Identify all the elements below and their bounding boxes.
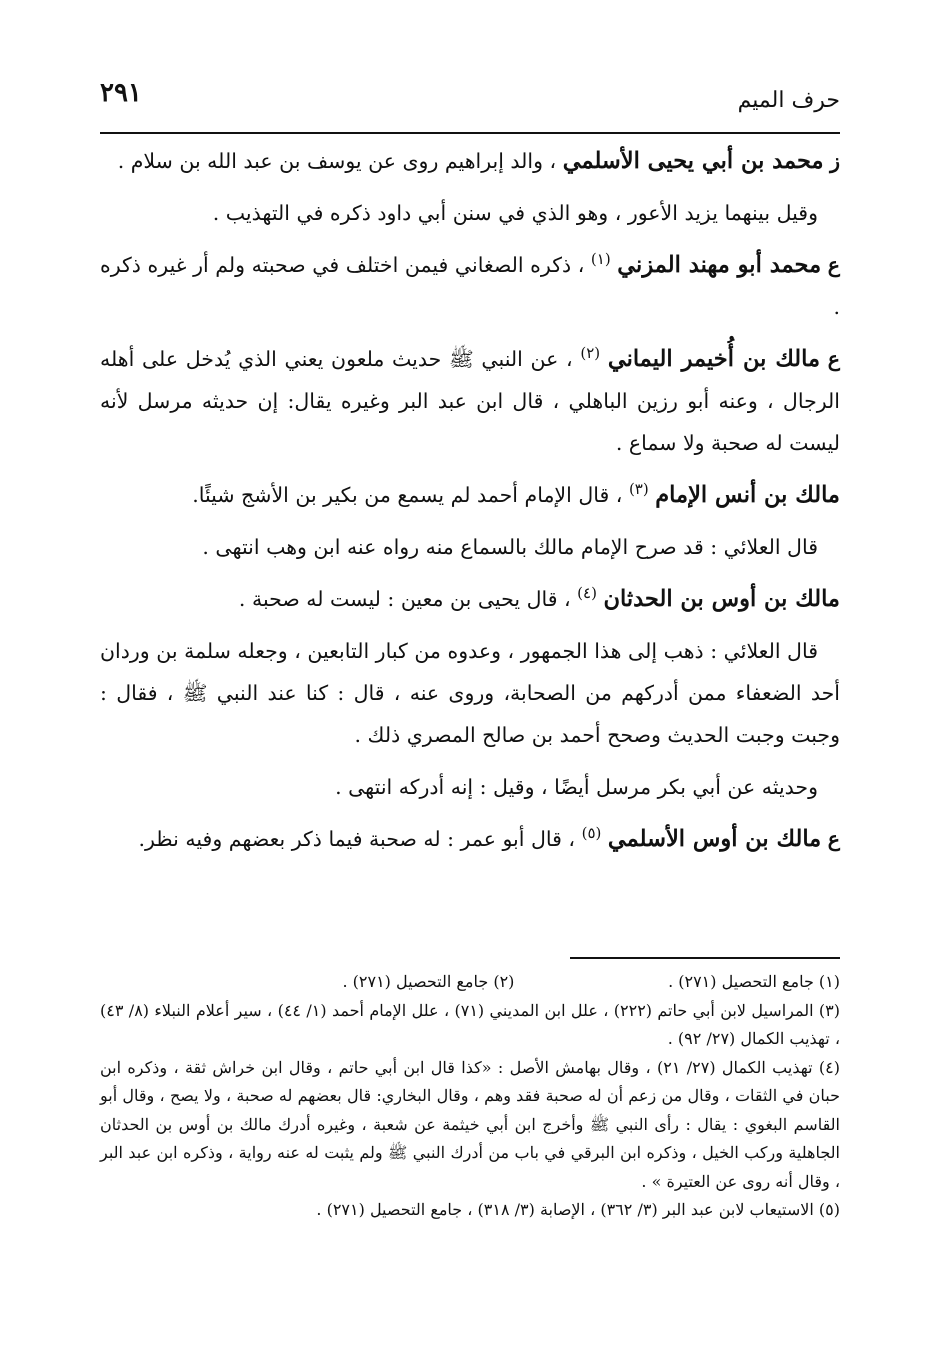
entry-mark: ع — [827, 347, 840, 371]
paragraph: قال العلائي : قد صرح الإمام مالك بالسماع منه رواه عنه ابن وهب انتهى . — [202, 535, 818, 559]
main-text — [100, 140, 840, 870]
paragraph: وقيل بينهما يزيد الأعور ، وهو الذي في سنن أبي داود ذكره في التهذيب . — [212, 201, 818, 225]
footnote-5: (٥) الاستيعاب لابن عبد البر (٣/ ٣٦٢) ، الإصابة (٣/ ٣١٨) ، جامع التحصيل (٢٧١) . — [316, 1200, 840, 1219]
entry-muhammad-abu-muhannad — [100, 244, 840, 328]
entry-mark: ع — [827, 253, 840, 277]
footnote-ref: (٣) — [628, 480, 649, 499]
footnote-ref: (٤) — [577, 584, 597, 603]
entry-name: محمد أبو مهند المزني — [617, 252, 822, 278]
header-rule — [100, 132, 840, 134]
entry-name: مالك بن أوس بن الحدثان — [603, 586, 840, 612]
entry-malik-ibn-anas — [100, 474, 840, 516]
entry-text: ، قال الإمام أحمد لم يسمع من بكير بن الأشج شيئًا. — [192, 483, 623, 507]
entry-malik-ibn-aws-al-aslami — [100, 818, 840, 860]
entry-text: ، قال أبو عمر : له صحبة فيما ذكر بعضهم وفيه نظر. — [138, 827, 576, 851]
footnote-4: (٤) تهذيب الكمال (٢٧/ ٢١) ، وقال بهامش الأصل : «كذا قال ابن أبي حاتم ، وقال ابن خراش ثقة ، وذكره ابن حبان في الثقات ، وقال من زعم أن له صحبة فقد وهم ، وقال البخاري: قال بعضهم له صحبة ، ولا يصح ، وقال أبو القاسم البغوي : يقال : رأى النبي ﷺ وأخرج ابن أبي خيثمة عن شعبة ، وغيره أدرك مالك بن أوس بن الحدثان الجاهلية وركب الخيل ، وذكره ابن البرقي في باب من أدرك النبي ﷺ ولم يثبت له عنه رواية ، وذكره ابن عبد البر ، وقال أنه روى عن العتيرة » . — [100, 1057, 840, 1191]
footnote-ref: (١) — [590, 250, 611, 269]
entry-text: ، عن النبي ﷺ حديث ملعون يعني الذي يُدخل على أهله الرجال ، وعنه أبو رزين الباهلي ، قال ابن عبد البر وغيره يقال: إن حديثه مرسل لأنه ليست له صحبة ولا سماع . — [100, 347, 840, 455]
footnote-3: (٣) المراسيل لابن أبي حاتم (٢٢٢) ، علل ابن المديني (٧١) ، علل الإمام أحمد (١/ ٤٤) ، سير أعلام النبلاء (٨/ ٤٣) ، تهذيب الكمال (٢٧/ ٩٢) . — [100, 1000, 841, 1048]
footnote-2: (٢) جامع التحصيل (٢٧١) . — [342, 972, 515, 991]
entry-text: ، ذكره الصغاني فيمن اختلف في صحبته ولم أر غيره ذكره . — [100, 253, 840, 319]
page-header — [100, 78, 840, 130]
entry-text: ، قال يحيى بن معين : ليست له صحبة . — [238, 587, 571, 611]
running-title: حرف الميم — [737, 88, 840, 113]
page-number: ٢٩١ — [100, 78, 142, 108]
footnotes — [100, 968, 840, 1225]
paragraph: قال العلائي : ذهب إلى هذا الجمهور ، وعدوه من كبار التابعين ، وجعله سلمة بن وردان أحد الضعفاء ممن أدركهم من الصحابة، وروى عنه ، قال : كنا عند النبي ﷺ ، فقال : وجبت وجبت الحديث وصحح أحمد بن صالح المصري ذلك . — [100, 639, 840, 747]
entry-muhammad-ibn-abi-yahya — [100, 140, 840, 182]
entry-malik-ibn-aws-ibn-al-hadathan — [100, 578, 840, 620]
entry-name: مالك بن أُخيمر اليماني — [607, 346, 821, 372]
entry-mark: ز — [830, 149, 840, 173]
entry-text: ، والد إبراهيم روى عن يوسف بن عبد الله بن سلام . — [117, 149, 557, 173]
footnote-1: (١) جامع التحصيل (٢٧١) . — [668, 972, 840, 991]
footnote-ref: (٥) — [581, 824, 602, 843]
entry-mark: ع — [827, 827, 840, 851]
footnote-row — [100, 968, 840, 997]
entry-name: محمد بن أبي يحيى الأسلمي — [562, 148, 824, 174]
entry-name: مالك بن أنس الإمام — [655, 482, 840, 508]
footnote-ref: (٢) — [580, 344, 601, 363]
paragraph: وحديثه عن أبي بكر مرسل أيضًا ، وقيل : إنه أدركه انتهى . — [335, 775, 818, 799]
entry-name: مالك بن أوس الأسلمي — [607, 826, 822, 852]
footnote-rule — [570, 957, 840, 959]
entry-malik-ibn-ukhaymir — [100, 338, 840, 464]
